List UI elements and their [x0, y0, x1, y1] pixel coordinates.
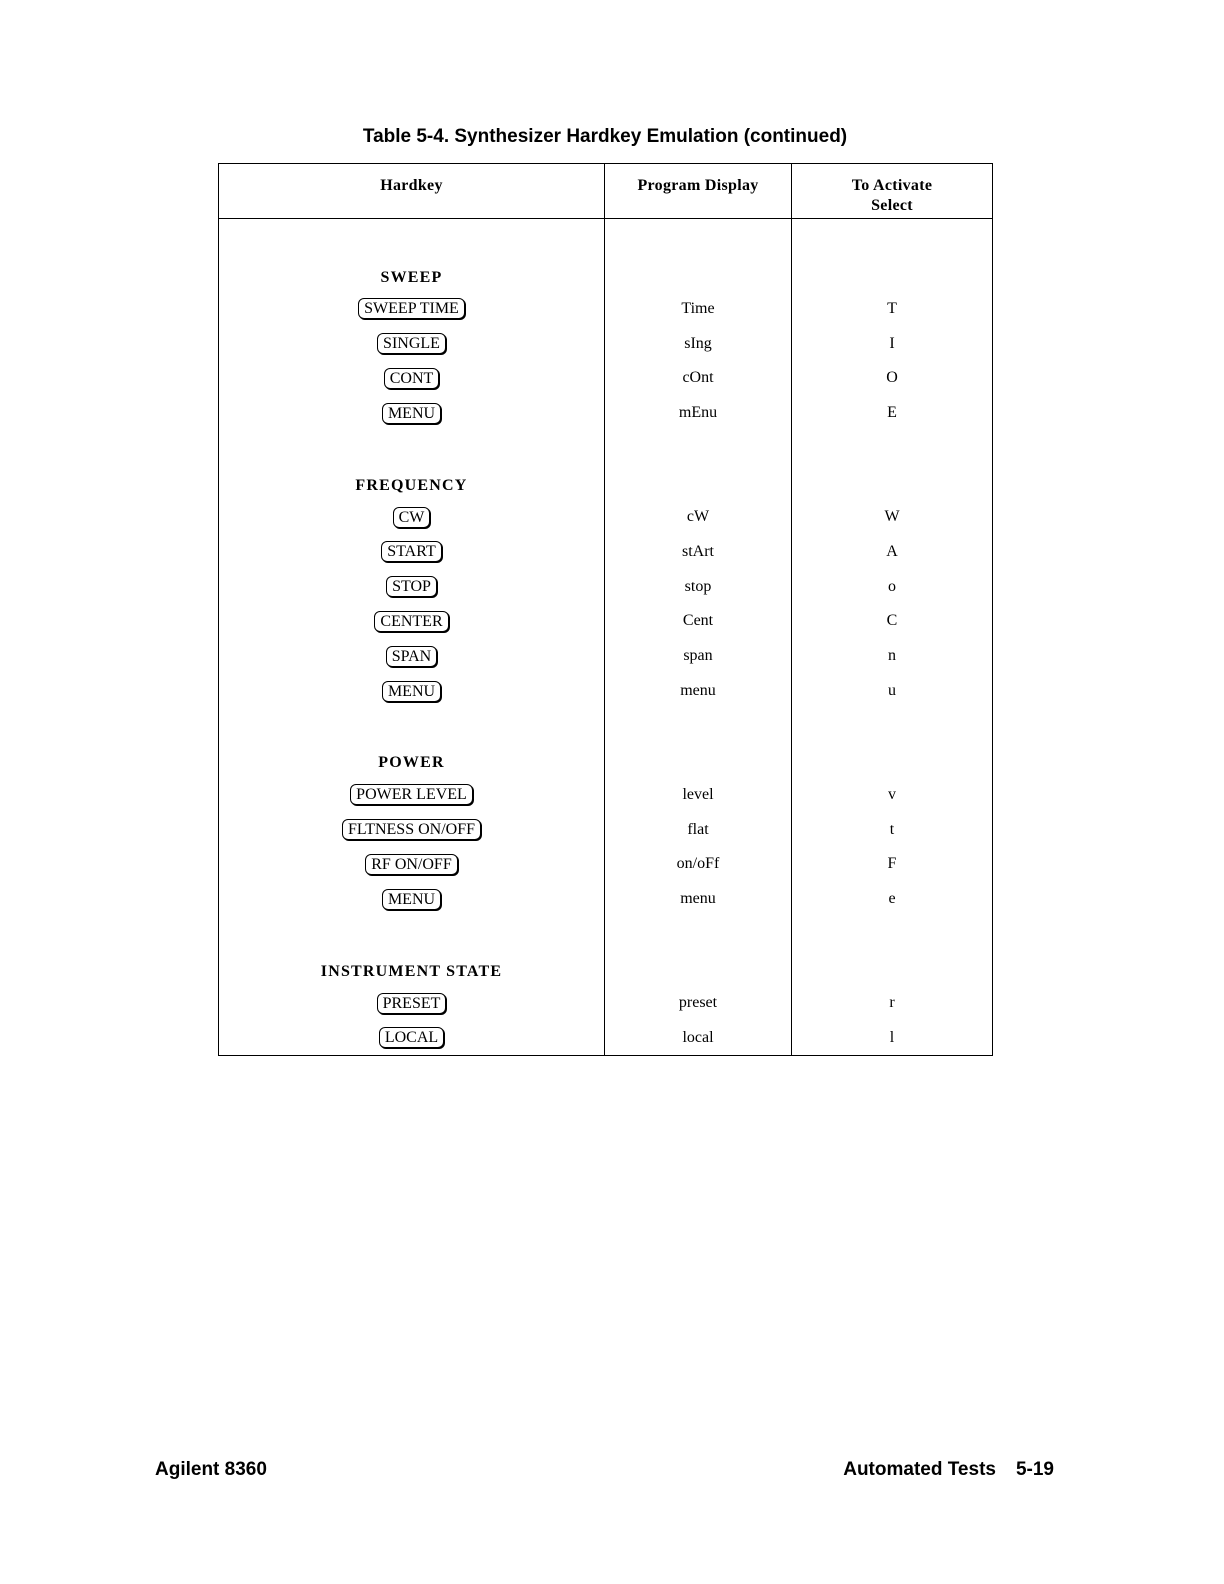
- hardkey-box: MENU: [382, 681, 441, 702]
- table-row: [219, 777, 993, 812]
- table-header-row: [219, 164, 993, 219]
- hardkey-cell: [219, 812, 605, 847]
- hardkey-cell: [219, 847, 605, 882]
- hardkey-cell: [219, 396, 605, 431]
- table-row: [219, 604, 993, 639]
- section-label: SWEEP: [219, 219, 605, 292]
- program-display-cell: level: [605, 777, 792, 812]
- hardkey-box: LOCAL: [379, 1027, 444, 1048]
- activate-select-cell: W: [792, 500, 993, 535]
- table-row: [219, 292, 993, 327]
- activate-select-cell: I: [792, 326, 993, 361]
- activate-select-cell: E: [792, 396, 993, 431]
- section-header-row: [219, 431, 993, 500]
- table-body: [219, 219, 993, 1056]
- hardkey-cell: [219, 1020, 605, 1055]
- hardkey-box: CW: [393, 507, 431, 528]
- hardkey-cell: [219, 639, 605, 674]
- program-display-cell: flat: [605, 812, 792, 847]
- program-display-cell: stop: [605, 569, 792, 604]
- activate-select-cell: e: [792, 882, 993, 917]
- empty-cell: [792, 917, 993, 986]
- table-row: [219, 326, 993, 361]
- section-header-row: [219, 708, 993, 777]
- table-title: Table 5-4. Synthesizer Hardkey Emulation (continued): [362, 126, 848, 147]
- program-display-cell: menu: [605, 882, 792, 917]
- program-display-cell: Time: [605, 292, 792, 327]
- activate-select-cell: l: [792, 1020, 993, 1055]
- hardkey-box: RF ON/OFF: [365, 854, 457, 875]
- empty-cell: [605, 917, 792, 986]
- hardkey-box: FLTNESS ON/OFF: [342, 819, 481, 840]
- program-display-cell: Cent: [605, 604, 792, 639]
- hardkey-box: SWEEP TIME: [358, 298, 465, 319]
- program-display-cell: mEnu: [605, 396, 792, 431]
- table-row: [219, 674, 993, 709]
- program-display-cell: cW: [605, 500, 792, 535]
- empty-cell: [792, 708, 993, 777]
- hardkey-cell: [219, 500, 605, 535]
- table-row: [219, 569, 993, 604]
- section-label: FREQUENCY: [219, 431, 605, 500]
- table-row: [219, 1020, 993, 1055]
- table-row: [219, 361, 993, 396]
- hardkey-box: MENU: [382, 889, 441, 910]
- program-display-cell: on/oFf: [605, 847, 792, 882]
- activate-select-cell: v: [792, 777, 993, 812]
- hardkey-box: START: [381, 541, 441, 562]
- hardkey-cell: [219, 326, 605, 361]
- empty-cell: [605, 431, 792, 500]
- table-row: [219, 986, 993, 1021]
- hardkey-cell: [219, 674, 605, 709]
- table-row: [219, 639, 993, 674]
- activate-select-cell: T: [792, 292, 993, 327]
- hardkey-cell: [219, 361, 605, 396]
- table-row: [219, 396, 993, 431]
- table-row: [219, 500, 993, 535]
- hardkey-cell: [219, 777, 605, 812]
- footer-product-name: Agilent 8360: [155, 1459, 267, 1480]
- empty-cell: [605, 219, 792, 292]
- footer-page-number: 5-19: [1015, 1459, 1054, 1480]
- hardkey-box: POWER LEVEL: [350, 784, 473, 805]
- activate-select-cell: t: [792, 812, 993, 847]
- activate-select-cell: F: [792, 847, 993, 882]
- program-display-cell: local: [605, 1020, 792, 1055]
- hardkey-cell: [219, 569, 605, 604]
- activate-select-cell: r: [792, 986, 993, 1021]
- program-display-cell: sIng: [605, 326, 792, 361]
- section-header-row: [219, 219, 993, 292]
- table-row: [219, 882, 993, 917]
- hardkey-cell: [219, 534, 605, 569]
- activate-select-cell: A: [792, 534, 993, 569]
- hardkey-cell: [219, 882, 605, 917]
- empty-cell: [605, 708, 792, 777]
- section-label: INSTRUMENT STATE: [219, 917, 605, 986]
- empty-cell: [792, 431, 993, 500]
- hardkey-box: CENTER: [374, 611, 448, 632]
- hardkey-cell: [219, 292, 605, 327]
- hardkey-box: PRESET: [377, 993, 447, 1014]
- activate-select-cell: n: [792, 639, 993, 674]
- hardkey-box: MENU: [382, 403, 441, 424]
- header-program-display: Program Display: [605, 164, 792, 219]
- hardkey-box: SPAN: [386, 646, 437, 667]
- header-hardkey: Hardkey: [219, 164, 605, 219]
- header-to-activate-select: [792, 164, 993, 219]
- header-to-activate-line2: Select: [871, 197, 913, 214]
- hardkey-box: SINGLE: [377, 333, 446, 354]
- header-to-activate-line1: To Activate: [851, 177, 933, 194]
- section-header-row: [219, 917, 993, 986]
- program-display-cell: span: [605, 639, 792, 674]
- hardkey-cell: [219, 986, 605, 1021]
- empty-cell: [792, 219, 993, 292]
- hardkey-cell: [219, 604, 605, 639]
- activate-select-cell: u: [792, 674, 993, 709]
- program-display-cell: preset: [605, 986, 792, 1021]
- program-display-cell: stArt: [605, 534, 792, 569]
- hardkey-box: STOP: [386, 576, 437, 597]
- footer-section-title: Automated Tests: [843, 1459, 996, 1480]
- hardkey-emulation-table: [218, 163, 993, 1056]
- program-display-cell: cOnt: [605, 361, 792, 396]
- activate-select-cell: O: [792, 361, 993, 396]
- table-row: [219, 534, 993, 569]
- footer-page-info: [843, 1459, 1054, 1481]
- hardkey-box: CONT: [384, 368, 440, 389]
- activate-select-cell: o: [792, 569, 993, 604]
- program-display-cell: menu: [605, 674, 792, 709]
- activate-select-cell: C: [792, 604, 993, 639]
- section-label: POWER: [219, 708, 605, 777]
- table-row: [219, 847, 993, 882]
- table-row: [219, 812, 993, 847]
